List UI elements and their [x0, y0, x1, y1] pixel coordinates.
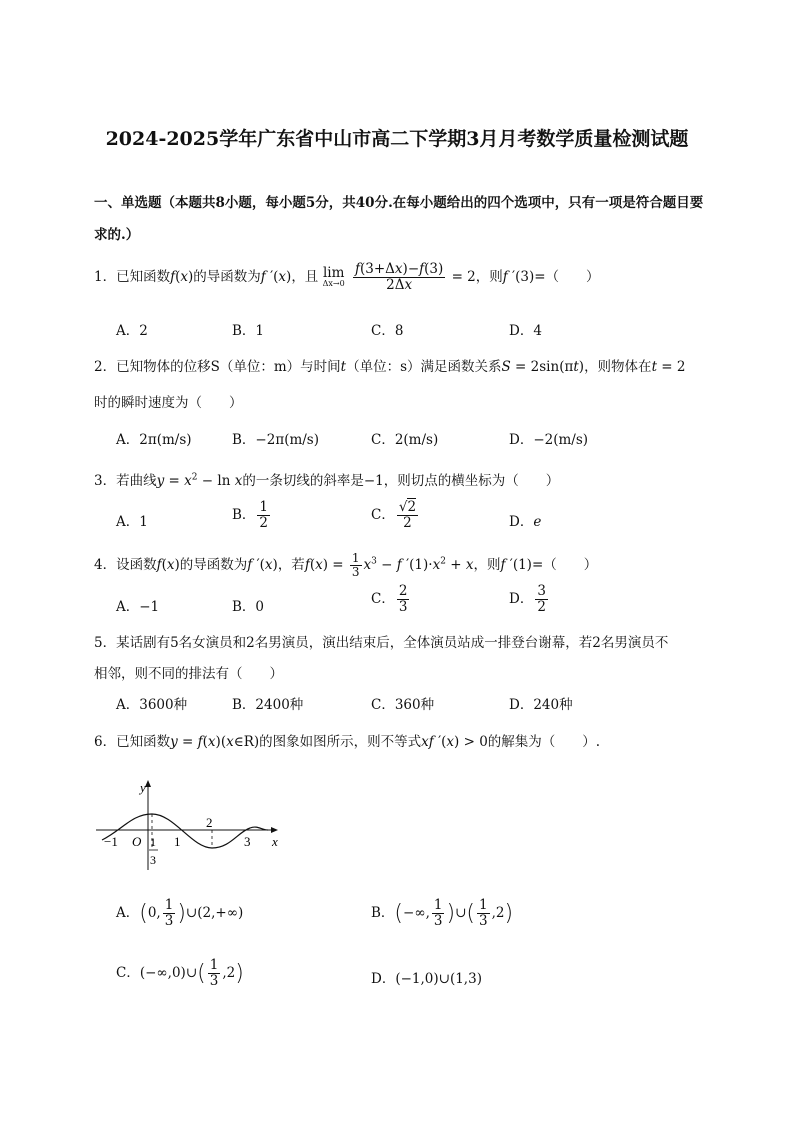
q4-option-a: A．−1 [116, 599, 160, 615]
question-5-line-2: 相邻，则不同的排法有（ ） [94, 666, 283, 682]
q5-option-b: B．2400种 [232, 697, 304, 713]
tick-three: 3 [244, 834, 251, 849]
q1-option-b: B．1 [232, 323, 265, 339]
q1-option-a: A．2 [116, 323, 148, 339]
difference-quotient: $\frac{f(3+\Delta x)-f(3)}{2\Delta x}$ [355, 261, 444, 293]
question-5: 5．某话剧有5名女演员和2名男演员，演出结束后，全体演员站成一排登台谢幕，若2名男演员不 [94, 635, 669, 651]
tick-minus-one: −1 [104, 834, 118, 849]
q6-option-b: B．(−∞, $\frac{1}{3}$ )∪( $\frac{1}{3}$ ,2) [371, 897, 514, 929]
function-graph [92, 770, 292, 876]
q2-option-a: A．2π(m/s) [116, 432, 192, 448]
x-axis-arrow [271, 827, 278, 833]
q5-option-a: A．3600种 [116, 697, 188, 713]
origin-label: O [132, 834, 142, 849]
q2-option-d: D．−2(m/s) [509, 432, 589, 448]
q3-option-b: B． $\frac{1}{2}$ [232, 499, 269, 531]
limit-symbol: lim Δx→0 [322, 264, 345, 289]
tick-third-numerator: 1 [150, 835, 156, 849]
tick-third-denominator: 3 [150, 853, 156, 867]
q5-option-c: C．360种 [371, 697, 435, 713]
q2-option-c: C．2(m/s) [371, 432, 439, 448]
section-heading: 一、单选题（本题共8小题，每小题5分，共40分.在每小题给出的四个选项中，只有一项是符合题目要求的.） [94, 195, 704, 243]
question-3: 3．若曲线$y = x^2 - \ln x$的一条切线的斜率是−1，则切点的横坐标为（ ） [94, 472, 560, 489]
q3-option-c: C． $\frac{√2}{2}$ [371, 499, 417, 531]
question-2: 2．已知物体的位移S（单位：m）与时间t（单位：s）满足函数关系S = 2sin(πt)，则物体在t = 2 [94, 359, 686, 375]
q6-option-d: D．(−1,0)∪(1,3) [371, 971, 482, 987]
q5-option-d: D．240种 [509, 697, 573, 713]
q4-option-c: C． $\frac{2}{3}$ [371, 583, 408, 615]
q6-option-a: A．(0, $\frac{1}{3}$ )∪(2,+∞) [116, 897, 244, 929]
page-title: 2024-2025学年广东省中山市高二下学期3月月考数学质量检测试题 [105, 128, 689, 150]
q6-option-c: C．(−∞,0)∪( $\frac{1}{3}$ ,2) [116, 957, 244, 989]
question-2-line-2: 时的瞬时速度为（ ） [94, 395, 243, 411]
q3-option-a: A．1 [116, 514, 148, 530]
y-label: y [140, 780, 146, 795]
tick-two: 2 [206, 815, 213, 830]
question-6: 6．已知函数y = f(x)(x∈R)的图象如图所示，则不等式xf ′(x) > 0的解集为（ ）. [94, 734, 601, 750]
tick-one: 1 [174, 834, 181, 849]
q4-option-b: B．0 [232, 599, 265, 615]
y-axis-arrow [145, 780, 151, 787]
question-4: 4．设函数f(x)的导函数为f ′(x)，若f(x) = $\frac{1}{3}$ $x^3 - f$ $'(1)\cdot x^2 + x$，则f ′(1)=（ ） [94, 551, 598, 580]
x-label: x [272, 834, 278, 849]
q4-option-d: D． $\frac{3}{2}$ [509, 583, 546, 615]
q1-option-c: C．8 [371, 323, 404, 339]
q2-option-b: B．−2π(m/s) [232, 432, 320, 448]
question-1: 1．已知函数f(x)的导函数为f ′(x)，且 lim Δx→0 $\frac{f(3+\Delta x)-f(3)}{2\Delta x}$ = 2，则f ′(3)=（ ） [94, 261, 600, 293]
q1-option-d: D．4 [509, 323, 542, 339]
q3-option-d: D．e [509, 514, 542, 530]
